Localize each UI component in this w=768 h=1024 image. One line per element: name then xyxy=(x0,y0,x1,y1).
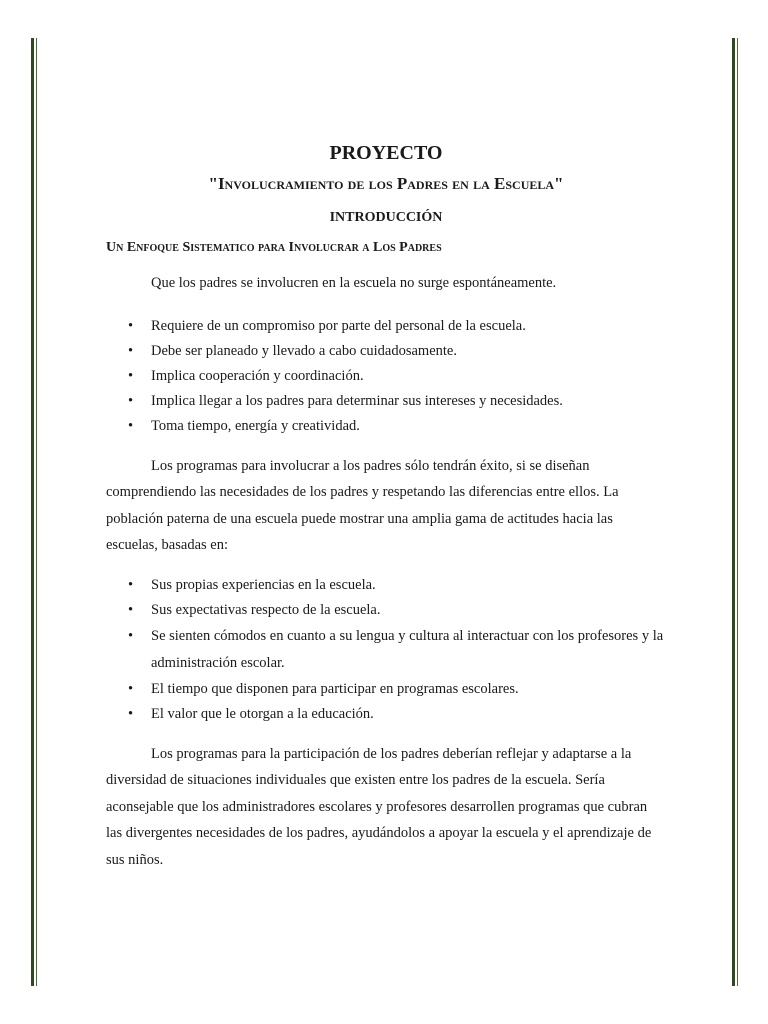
bullet-icon: • xyxy=(128,367,134,384)
bullet-icon: • xyxy=(128,317,134,334)
bullet-icon: • xyxy=(128,392,134,409)
bullet-list-2 xyxy=(106,573,666,727)
bullet-icon: • xyxy=(128,680,134,697)
bullet-icon: • xyxy=(128,576,134,593)
paragraph-3: Los programas para la participación de los padres deberían reflejar y adaptarse a la diversidad de situaciones individuales que existen entre los padres de la escuela. Sería aconsejable que los administradores escolares y profesores desarrollen programas que cubran las divergentes necesidades de los padres, ayudándolos a apoyar la escuela y el aprendizaje de sus niños. xyxy=(106,745,652,868)
document-body xyxy=(106,140,666,873)
paragraph-2: Los programas para involucrar a los padres sólo tendrán éxito, si se diseñan comprendiendo las necesidades de los padres y respetando las diferencias entre ellos. La población paterna de una escuela puede mostrar una amplia gama de actitudes hacia las escuelas, basadas en: xyxy=(106,457,619,553)
list-item: • El valor que le otorgan a la educación. xyxy=(106,702,666,727)
list-item: • El tiempo que disponen para participar en programas escolares. xyxy=(106,677,666,702)
bullet-icon: • xyxy=(128,627,134,644)
list-item: • Implica cooperación y coordinación. xyxy=(106,364,666,389)
bullet-list-1 xyxy=(106,314,666,439)
page-border-left xyxy=(31,38,34,986)
list-item: • Toma tiempo, energía y creatividad. xyxy=(106,414,666,439)
intro-heading: INTRODUCCIÓN xyxy=(329,210,443,225)
section-heading: Un Enfoque Sistematico para Involucrar a Los Padres xyxy=(106,240,442,255)
list-item: • Sus propias experiencias en la escuela. xyxy=(106,573,666,598)
paragraph-1: Que los padres se involucren en la escuela no surge espontáneamente. xyxy=(151,275,557,291)
page-border-right xyxy=(732,38,735,986)
document-subtitle: "Involucramiento de los Padres en la Escuela" xyxy=(208,174,564,193)
bullet-icon: • xyxy=(128,417,134,434)
list-item: • Se sienten cómodos en cuanto a su lengua y cultura al interactuar con los profesores y la administración escolar. xyxy=(106,623,666,677)
bullet-icon: • xyxy=(128,601,134,618)
list-item: • Debe ser planeado y llevado a cabo cuidadosamente. xyxy=(106,339,666,364)
bullet-icon: • xyxy=(128,705,134,722)
bullet-icon: • xyxy=(128,342,134,359)
list-item: • Requiere de un compromiso por parte del personal de la escuela. xyxy=(106,314,666,339)
list-item: • Implica llegar a los padres para determinar sus intereses y necesidades. xyxy=(106,389,666,414)
document-title: PROYECTO xyxy=(329,142,443,164)
list-item: • Sus expectativas respecto de la escuela. xyxy=(106,598,666,623)
